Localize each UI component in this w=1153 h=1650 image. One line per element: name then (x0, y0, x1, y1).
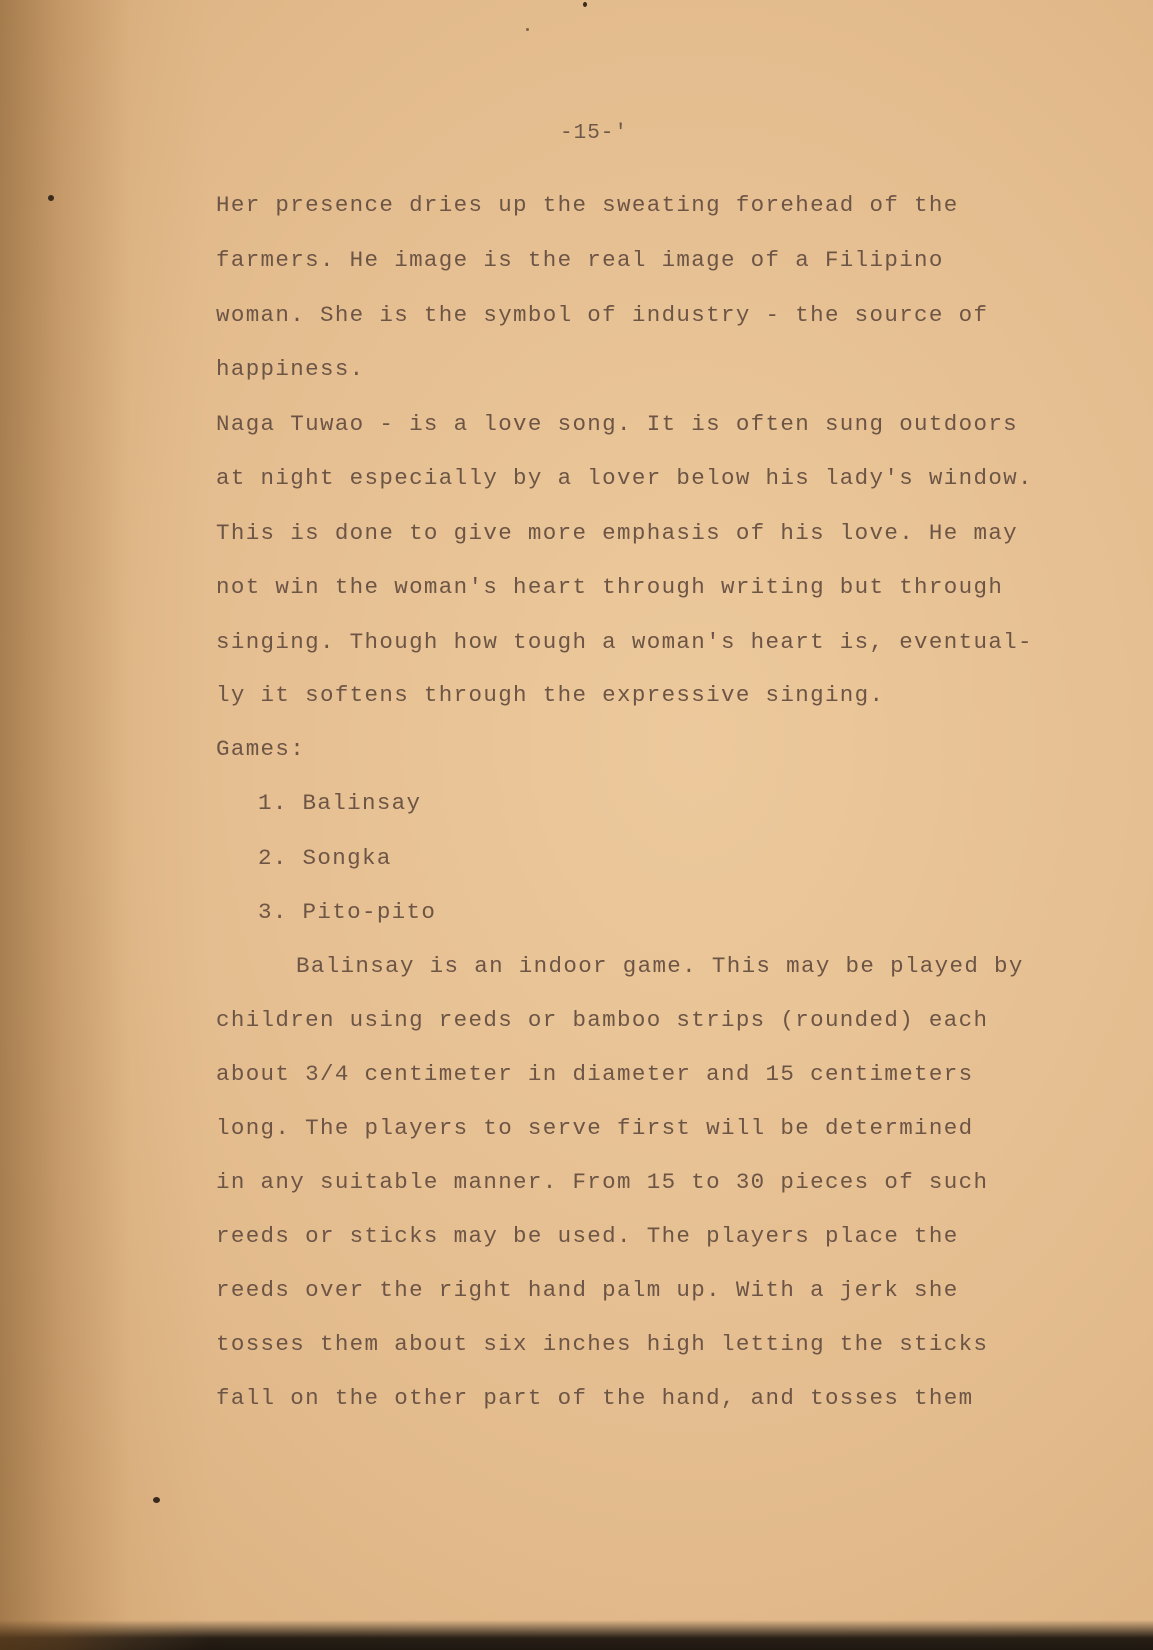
text-line: reeds over the right hand palm up. With a jerk she (216, 1277, 959, 1303)
text-line: singing. Though how tough a woman's heart is, eventual- (216, 629, 1033, 655)
text-line: not win the woman's heart through writing but through (216, 574, 1004, 600)
paper-speck (48, 195, 54, 201)
text-line: at night especially by a lover below his lady's window. (216, 465, 1033, 491)
page-number: -15-' (560, 122, 629, 145)
text-line: about 3/4 centimeter in diameter and 15 centimeters (216, 1061, 974, 1087)
text-line: happiness. (216, 356, 365, 382)
text-line: This is done to give more emphasis of his love. He may (216, 520, 1019, 546)
paper-speck (583, 2, 587, 7)
text-line: farmers. He image is the real image of a Filipino (216, 247, 944, 273)
list-item: 3. Pito-pito (258, 899, 437, 925)
text-line: fall on the other part of the hand, and tosses them (216, 1385, 974, 1411)
text-line: Balinsay is an indoor game. This may be played by (296, 953, 1024, 979)
text-line: reeds or sticks may be used. The players place the (216, 1223, 959, 1249)
text-line: children using reeds or bamboo strips (rounded) each (216, 1007, 989, 1033)
text-line: Naga Tuwao - is a love song. It is often sung outdoors (216, 411, 1019, 437)
text-line: Her presence dries up the sweating forehead of the (216, 192, 959, 218)
text-line: in any suitable manner. From 15 to 30 pieces of such (216, 1169, 989, 1195)
text-line: tosses them about six inches high letting the sticks (216, 1331, 989, 1357)
paper-speck (153, 1497, 160, 1503)
paper-speck (526, 28, 529, 31)
section-heading: Games: (216, 736, 306, 762)
list-item: 1. Balinsay (258, 790, 422, 816)
list-item: 2. Songka (258, 845, 392, 871)
text-line: ly it softens through the expressive singing. (216, 682, 885, 708)
text-line: long. The players to serve first will be determined (216, 1115, 974, 1141)
text-line: woman. She is the symbol of industry - the source of (216, 302, 989, 328)
